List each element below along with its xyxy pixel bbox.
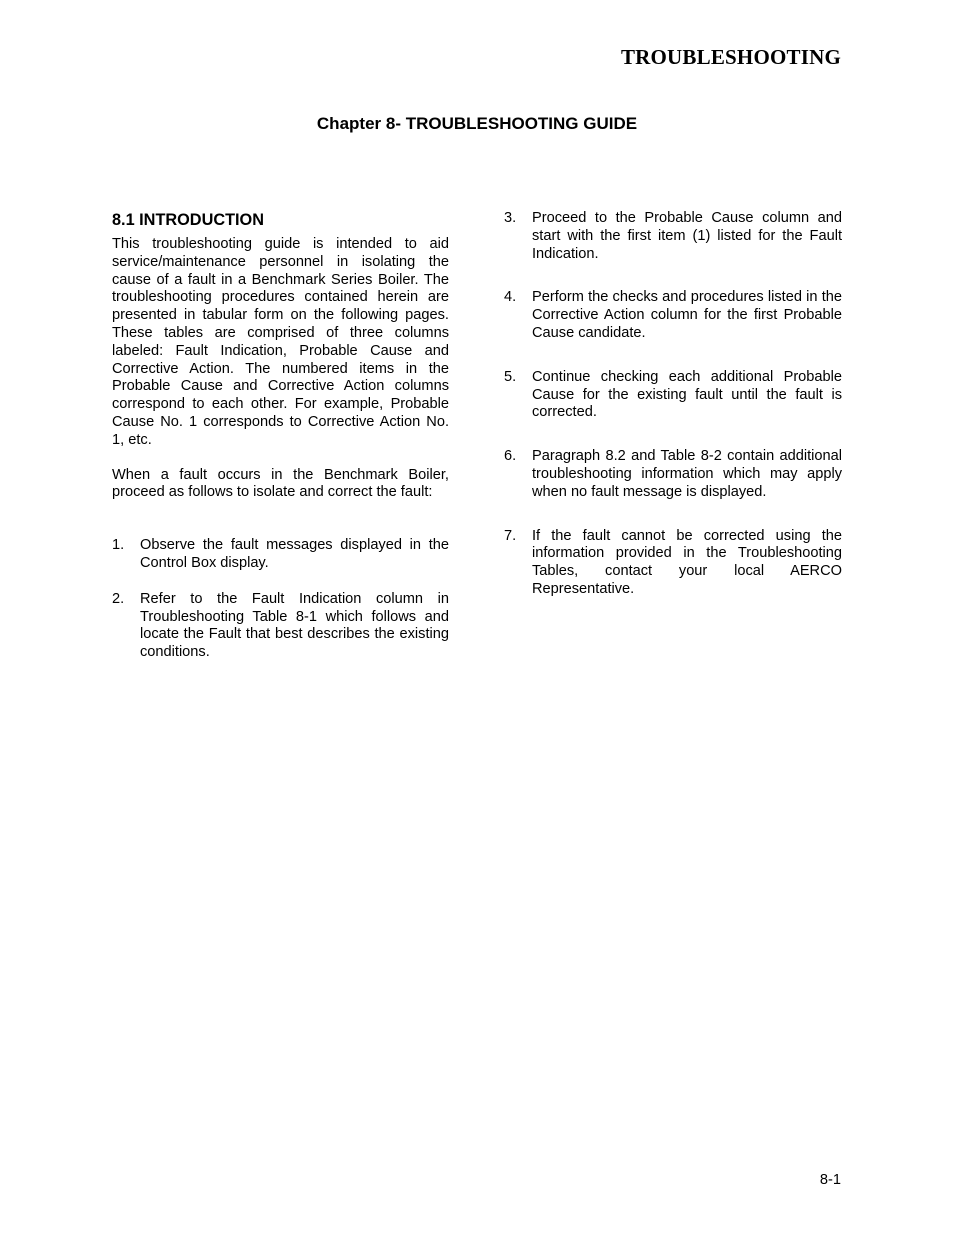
procedure-step <box>504 448 842 501</box>
procedure-step <box>112 537 449 573</box>
step-text: Perform the checks and procedures listed in the Corrective Action column for the first Probable Cause candidate. <box>532 289 842 341</box>
step-text: Continue checking each additional Probable Cause for the existing fault until the fault is corrected. <box>532 368 842 421</box>
step-number: 4. <box>504 289 517 306</box>
chapter-title: Chapter 8- TROUBLESHOOTING GUIDE <box>316 114 638 133</box>
running-header-title: TROUBLESHOOTING <box>620 45 841 69</box>
procedure-step <box>504 369 842 422</box>
right-column <box>504 210 842 625</box>
step-text: If the fault cannot be corrected using the information provided in the Troubleshooting Tables, contact your local AERCO Representative. <box>532 527 842 597</box>
step-number: 2. <box>112 590 125 607</box>
procedure-step <box>504 210 842 263</box>
step-text: Observe the fault messages displayed in the Control Box display. <box>140 537 449 571</box>
step-text: Proceed to the Probable Cause column and start with the first item (1) listed for the Fault Indication. <box>532 210 842 262</box>
left-column <box>112 210 449 680</box>
step-text: Refer to the Fault Indication column in Troubleshooting Table 8-1 which follows and locate the Fault that best describes the existing conditions. <box>140 590 449 661</box>
procedure-intro-paragraph: When a fault occurs in the Benchmark Boiler, proceed as follows to isolate and correct the fault: <box>112 466 449 501</box>
page-number: 8-1 <box>819 1172 841 1188</box>
step-text: Paragraph 8.2 and Table 8-2 contain additional troubleshooting information which may apply when no fault message is displayed. <box>532 448 842 500</box>
procedure-step <box>112 591 449 662</box>
procedure-step <box>504 289 842 342</box>
step-number: 6. <box>504 448 517 465</box>
intro-paragraph: This troubleshooting guide is intended to aid service/maintenance personnel in isolating the cause of a fault in a Benchmark Series Boiler. The troubleshooting procedures contained herein are presented in tabular form on the following pages. These tables are comprised of three columns labeled: Fault Indication, Probable Cause and Corrective Action. The numbered items in the Probable Cause and Corrective Action columns correspond to each other. For example, Probable Cause No. 1 corresponds to Corrective Action No. 1, etc. <box>112 236 449 448</box>
procedure-step <box>504 528 842 599</box>
step-number: 5. <box>504 368 517 385</box>
step-number: 3. <box>504 210 517 226</box>
section-heading: 8.1 INTRODUCTION <box>112 211 264 229</box>
step-number: 1. <box>112 537 125 554</box>
step-number: 7. <box>504 527 517 544</box>
